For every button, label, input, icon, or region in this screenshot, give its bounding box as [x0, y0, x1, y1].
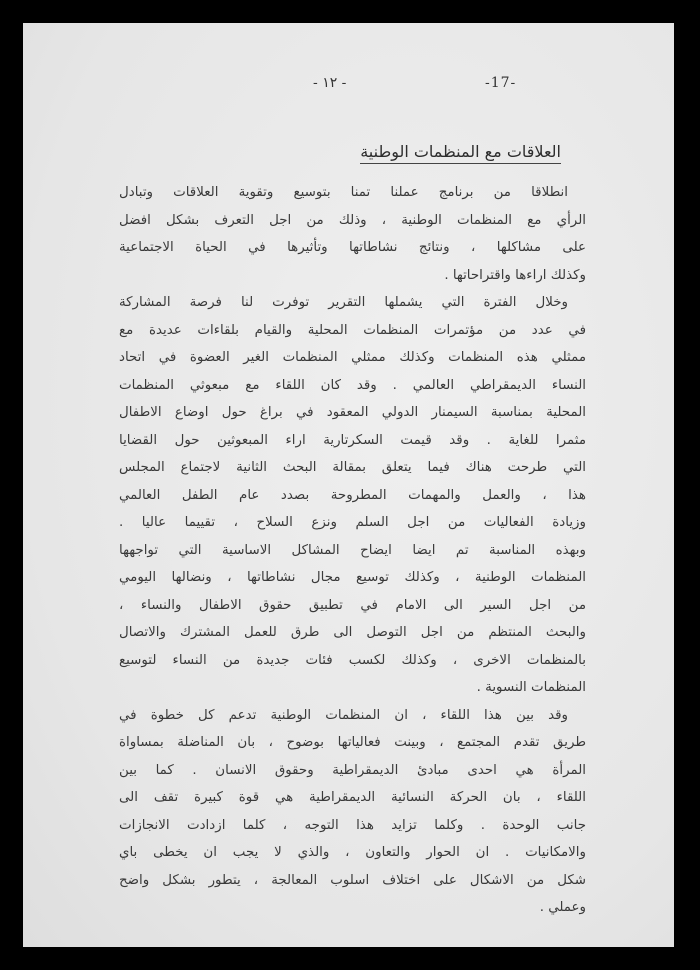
text-line: مثمرا للغاية . وقد قيمت السكرتارية اراء المبعوثين حول القضايا [119, 432, 586, 448]
text-line: وزيادة الفعاليات من اجل السلم ونزع السلاح ، تقييما عاليا . [119, 515, 586, 530]
text-line: الرأي مع المنظمات الوطنية ، وذلك من اجل التعرف بشكل افضل [119, 212, 586, 228]
paragraph-4 [119, 702, 586, 922]
text-line: في عدد من مؤتمرات المنظمات المحلية والقيام بلقاءات عديدة مع [119, 322, 586, 338]
text-line: والامكانيات . ان الحوار والتعاون ، والذي لا يجب ان يخطى باي [119, 845, 586, 860]
paragraph-3 [119, 537, 586, 702]
text-line: النساء الديمقراطي العالمي . وقد كان اللقاء مع مبعوثي المنظمات [119, 377, 586, 393]
text-line: اللقاء ، بان الحركة النسائية الديمقراطية هي قوة كبيرة تقف الى [119, 790, 586, 805]
text-line: وقد بين هذا اللقاء ، ان المنظمات الوطنية تدعم كل خطوة في [119, 707, 568, 723]
text-line: التي طرحت هناك فيما يتعلق بمقالة البحث الثانية لاجتماع المجلس [119, 460, 586, 475]
text-line: طريق تقدم المجتمع ، وبينت فعالياتها بوضوح ، بان المناضلة بمساواة [119, 735, 586, 750]
paragraph-2 [119, 289, 586, 537]
text-line: والبحث المنتظم من اجل التوصل الى طرق للعمل المشترك والاتصال [119, 625, 586, 640]
page-number-arabic: - ١٢ - [313, 75, 347, 91]
text-line: وخلال الفترة التي يشملها التقرير توفرت لنا فرصة المشاركة [119, 295, 568, 310]
text-line: المنظمات النسوية . [476, 680, 586, 695]
text-line: المنظمات الوطنية ، وكذلك توسيع مجال نشاطاتها ، ونضالها اليومي [119, 570, 586, 585]
page-number-latin: -17- [485, 75, 517, 91]
paragraph-1 [119, 179, 586, 289]
text-line: ممثلي هذه المنظمات وكذلك ممثلي المنظمات الغير العضوة في اتحاد [119, 350, 586, 365]
text-line: المرأة هي احدى مبادئ الديمقراطية وحقوق الانسان . كما بين [119, 762, 586, 778]
text-line: من اجل السير الى الامام في تطبيق حقوق الاطفال والنساء ، [119, 597, 586, 613]
text-line: هذا ، والعمل والمهمات المطروحة بصدد عام الطفل العالمي [119, 487, 586, 503]
document-page [23, 23, 674, 947]
text-line: بالمنظمات الاخرى ، وكذلك لكسب فئات جديدة من النساء لتوسيع [119, 652, 586, 668]
text-line: على مشاكلها ، ونتائج نشاطاتها وتأثيرها في الحياة الاجتماعية [119, 240, 586, 255]
text-line: وعملي . [539, 900, 586, 915]
text-line: جانب الوحدة . وكلما تزايد هذا التوجه ، كلما ازدادت الانجازات [119, 817, 586, 833]
text-line: وكذلك اراءها واقتراحاتها . [444, 267, 586, 283]
text-line: وبهذه المناسبة تم ايضا ايضاح المشاكل الاساسية التي تواجهها [119, 542, 586, 558]
text-line: انطلاقا من برنامج عملنا تمنا بتوسيع وتقوية العلاقات وتبادل [119, 185, 568, 200]
section-heading: العلاقات مع المنظمات الوطنية [360, 142, 561, 164]
text-line: شكل من الاشكال على اختلاف اسلوب المعالجة ، يتطور بشكل واضح [119, 872, 586, 888]
text-line: المحلية بمناسبة السيمنار الدولي المعقود في براغ حول اوضاع الاطفال [119, 405, 586, 420]
document-body [119, 179, 586, 922]
